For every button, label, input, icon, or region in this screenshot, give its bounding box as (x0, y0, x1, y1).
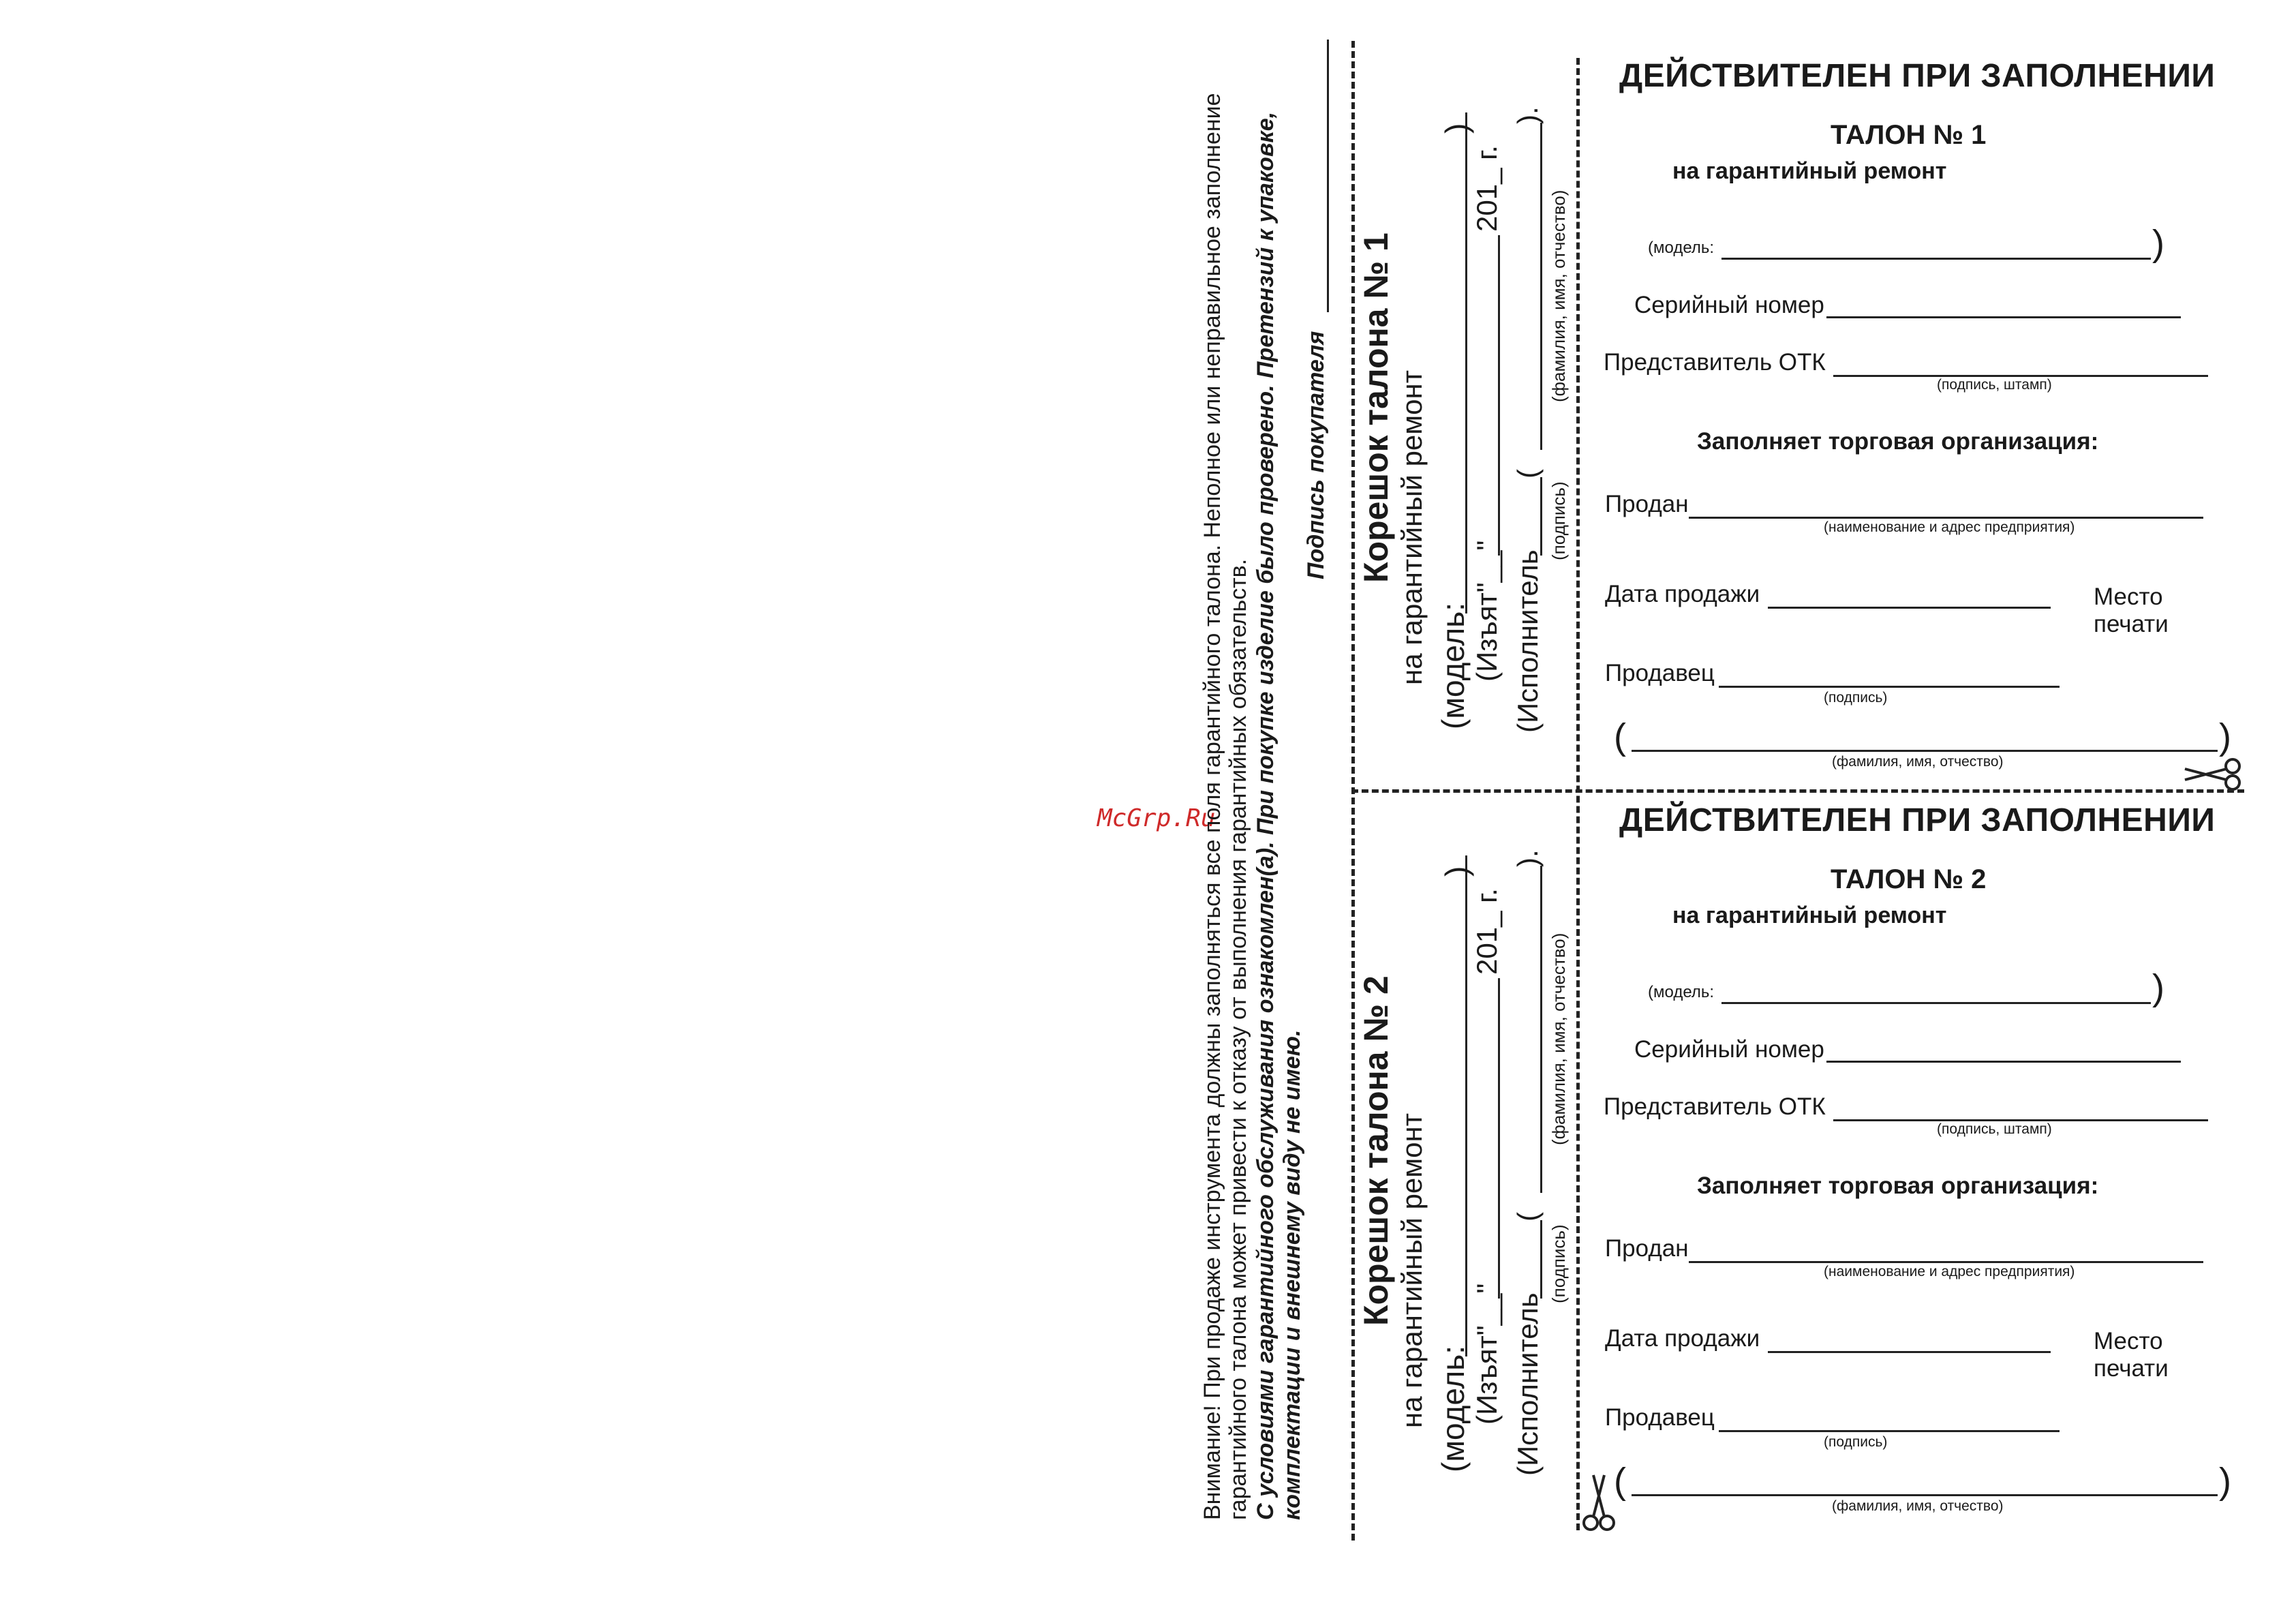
stub-subtitle: на гарантийный ремонт (1396, 1113, 1428, 1428)
stub-executor-label: (Исполнитель (1512, 1292, 1544, 1476)
buyer-signature-label: Подпись покупателя (1303, 331, 1329, 579)
coupon-stamp-place-2: печати (2094, 611, 2169, 637)
coupon-otk-label: Представитель ОТК (1604, 349, 1826, 376)
stub-hint-sign: (подпись) (1548, 1224, 1569, 1303)
stub-seized-label: (Изъят"__" (1471, 540, 1503, 682)
scissors-icon (2181, 755, 2242, 793)
coupon-name-close-paren: ) (2219, 1461, 2231, 1502)
warning-line-1: Внимание! При продаже инструмента должны заполняться все поля гарантийного талона. Неполное или неправильное заполнение (1199, 93, 1225, 1520)
coupon-model-line (1721, 1002, 2151, 1004)
coupon-seller-line (1719, 686, 2060, 688)
stub-model-label: (модель: (1435, 1346, 1471, 1472)
stub-hint-name: (фамилия, имя, отчество) (1548, 189, 1569, 402)
coupon-name-hint: (фамилия, имя, отчество) (1832, 1498, 2004, 1514)
coupon-sale-date-label: Дата продажи (1605, 581, 1760, 607)
stub-executor-line (1540, 1220, 1542, 1299)
coupon-trade-org: Заполняет торговая организация: (1697, 428, 2099, 455)
cut-line-middle (1351, 789, 2244, 793)
cut-line-stub-right (1576, 58, 1580, 1530)
stub-close-paren: ). (1512, 106, 1544, 124)
stub-model-line (1465, 855, 1467, 1356)
stub-year: 201_ г. (1471, 888, 1503, 975)
coupon-model-line (1721, 258, 2151, 260)
coupon-sale-date-line (1768, 607, 2051, 609)
coupon-stamp-place-1: Место (2094, 1328, 2163, 1354)
coupon-seller-hint: (подпись) (1824, 1434, 1888, 1450)
signature-line (1327, 40, 1329, 312)
coupon-header: ДЕЙСТВИТЕЛЕН ПРИ ЗАПОЛНЕНИИ (1619, 58, 2216, 94)
stub-model-line (1465, 112, 1467, 613)
coupon-otk-hint: (подпись, штамп) (1937, 377, 2052, 393)
coupon-title: ТАЛОН № 2 (1831, 864, 1987, 894)
coupon-name-open-paren: ( (1614, 1461, 1626, 1502)
stub-model-close-paren: ) (1439, 866, 1474, 877)
stub-year: 201_ г. (1471, 145, 1503, 232)
warning-line-3: С условиями гарантийного обслуживания ознакомлен(а). При покупке изделие было проверено. Претензий к упаковке, (1253, 111, 1279, 1520)
stub-executor-label: (Исполнитель (1512, 549, 1544, 733)
stub-subtitle: на гарантийный ремонт (1396, 370, 1428, 685)
coupon-sold-line (1689, 517, 2203, 519)
coupon-sold-line (1689, 1261, 2203, 1263)
coupon-name-close-paren: ) (2219, 716, 2231, 757)
coupon-subtitle: на гарантийный ремонт (1672, 158, 1947, 184)
coupon-seller-line (1719, 1430, 2060, 1432)
coupon-seller-label: Продавец (1605, 660, 1715, 686)
stub-close-paren: ). (1512, 849, 1544, 867)
coupon-title: ТАЛОН № 1 (1831, 120, 1987, 150)
coupon-serial-line (1826, 1061, 2181, 1063)
stub-open-paren: ( (1512, 1212, 1544, 1222)
scissors-icon (1580, 1471, 1618, 1532)
stub-hint-sign: (подпись) (1548, 481, 1569, 560)
stub-executor-line (1540, 477, 1542, 556)
coupon-sold-label: Продан (1605, 491, 1689, 517)
coupon-otk-label: Представитель ОТК (1604, 1093, 1826, 1120)
coupon-model-close-paren: ) (2152, 967, 2164, 1008)
coupon-sold-hint: (наименование и адрес предприятия) (1824, 1264, 2075, 1279)
coupon-stamp-place-1: Место (2094, 583, 2163, 610)
coupon-subtitle: на гарантийный ремонт (1672, 902, 1947, 928)
watermark: McGrp.Ru (1097, 804, 1216, 832)
stub-seized-label: (Изъят"__" (1471, 1283, 1503, 1425)
stub-open-paren: ( (1512, 469, 1544, 479)
coupon-seller-label: Продавец (1605, 1404, 1715, 1431)
coupon-header: ДЕЙСТВИТЕЛЕН ПРИ ЗАПОЛНЕНИИ (1619, 802, 2216, 838)
coupon-name-line (1632, 1494, 2218, 1496)
coupon-name-open-paren: ( (1614, 716, 1626, 757)
coupon-stamp-place-2: печати (2094, 1355, 2169, 1382)
coupon-model-close-paren: ) (2152, 223, 2164, 264)
coupon-name-hint: (фамилия, имя, отчество) (1832, 754, 2004, 770)
stub-name-line (1540, 866, 1542, 1193)
coupon-model-label: (модель: (1648, 239, 1715, 257)
coupon-serial-label: Серийный номер (1634, 292, 1824, 318)
coupon-sold-hint: (наименование и адрес предприятия) (1824, 519, 2075, 535)
coupon-serial-label: Серийный номер (1634, 1036, 1824, 1063)
warning-line-2: гарантийного талона может привести к отказу от выполнения гарантийных обязательств. (1225, 558, 1251, 1520)
coupon-sale-date-label: Дата продажи (1605, 1325, 1760, 1352)
coupon-trade-org: Заполняет торговая организация: (1697, 1172, 2099, 1199)
coupon-otk-hint: (подпись, штамп) (1937, 1121, 2052, 1137)
coupon-sale-date-line (1768, 1351, 2051, 1353)
stub-model-label: (модель: (1435, 603, 1471, 729)
warning-line-4: комплектации и внешнему виду не имею. (1279, 1029, 1305, 1520)
stub-name-line (1540, 123, 1542, 450)
coupon-seller-hint: (подпись) (1824, 690, 1888, 706)
stub-seized-line (1498, 978, 1500, 1299)
coupon-sold-label: Продан (1605, 1235, 1689, 1262)
stub-title: Корешок талона № 2 (1357, 975, 1395, 1326)
coupon-serial-line (1826, 316, 2181, 318)
stub-model-close-paren: ) (1439, 123, 1474, 134)
coupon-model-label: (модель: (1648, 983, 1715, 1001)
stub-seized-line (1498, 235, 1500, 556)
stub-hint-name: (фамилия, имя, отчество) (1548, 932, 1569, 1145)
stub-title: Корешок талона № 1 (1357, 232, 1395, 583)
coupon-name-line (1632, 750, 2218, 752)
